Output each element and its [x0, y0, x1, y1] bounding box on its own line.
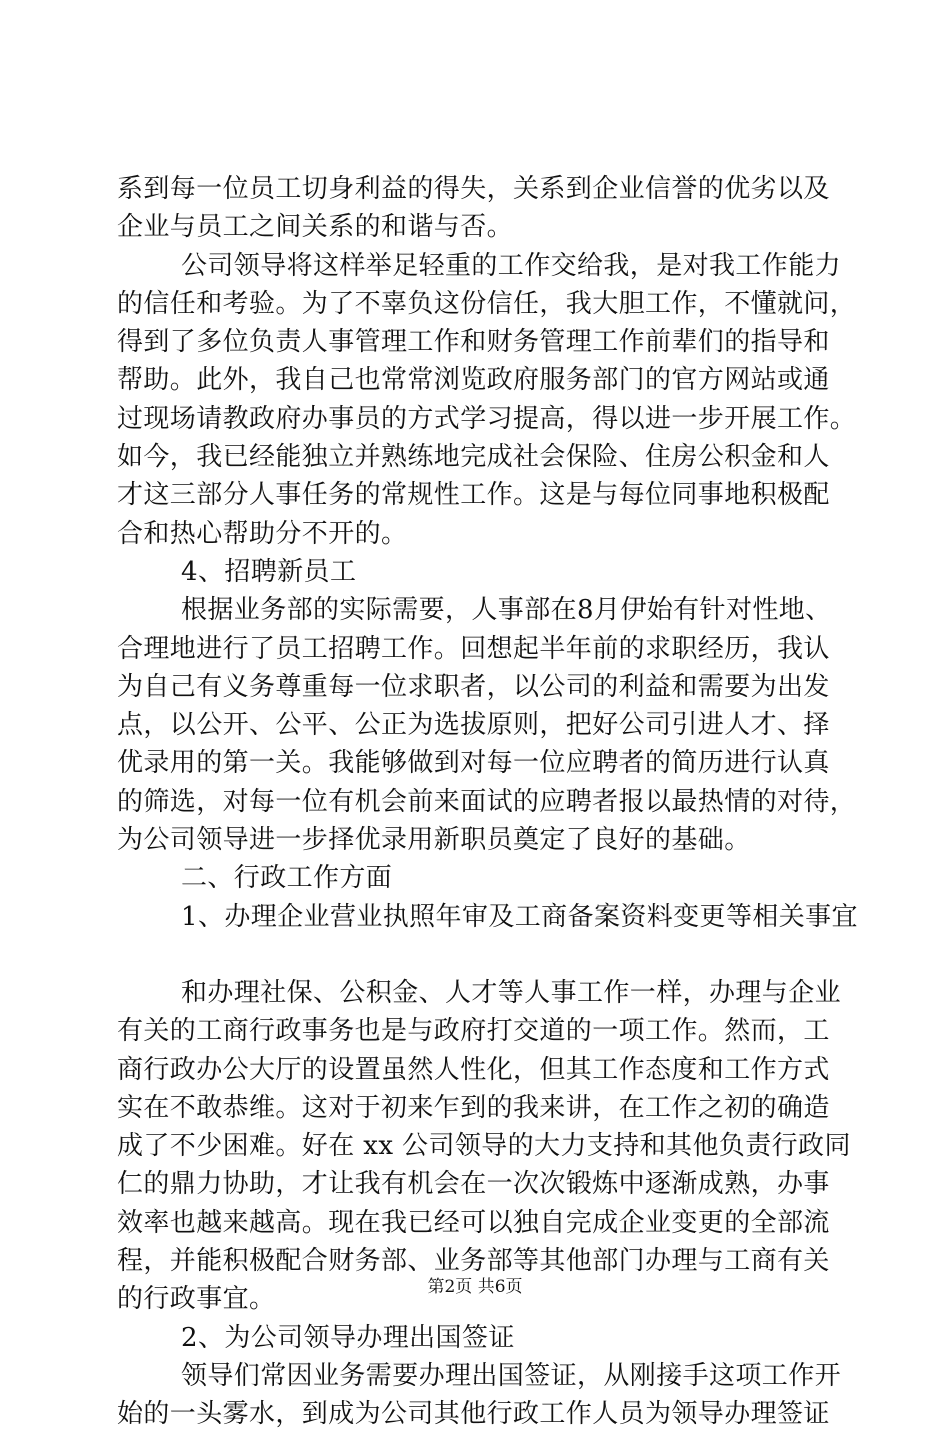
- text-block-before-gap: [117, 170, 858, 936]
- text-line: 4、招聘新员工: [181, 556, 357, 587]
- text-line: 商行政办公大厅的设置虽然人性化，但其工作态度和工作方式: [117, 1054, 830, 1085]
- text-line: 根据业务部的实际需要，人事部在8月伊始有针对性地、: [181, 595, 832, 626]
- text-line: 1、办理企业营业执照年审及工商备案资料变更等相关事宜: [181, 901, 858, 932]
- text-line: 二、行政工作方面: [181, 863, 393, 894]
- text-line: 的行政事宜。: [117, 1284, 276, 1315]
- text-line: 仁的鼎力协助，才让我有机会在一次次锻炼中逐渐成熟，办事: [117, 1169, 830, 1200]
- text-line: 帮助。此外，我自己也常常浏览政府服务部门的官方网站或通: [117, 365, 830, 396]
- text-line: 2、为公司领导办理出国签证: [181, 1322, 515, 1353]
- text-line: 始的一头雾水，到成为公司其他行政工作人员为领导办理签证: [117, 1399, 830, 1430]
- text-line: 成了不少困难。好在 xx 公司领导的大力支持和其他负责行政同: [117, 1131, 851, 1162]
- text-line: 得到了多位负责人事管理工作和财务管理工作前辈们的指导和: [117, 327, 830, 358]
- text-line: 如今，我已经能独立并熟练地完成社会保险、住房公积金和人: [117, 442, 830, 473]
- text-line: 的信任和考验。为了不辜负这份信任，我大胆工作，不懂就问，: [117, 288, 857, 319]
- text-line: 和办理社保、公积金、人才等人事工作一样，办理与企业: [181, 977, 842, 1008]
- text-line: 的筛选，对每一位有机会前来面试的应聘者报以最热情的对待，: [117, 786, 857, 817]
- text-line: 实在不敢恭维。这对于初来乍到的我来讲，在工作之初的确造: [117, 1092, 830, 1123]
- text-line: 公司领导将这样举足轻重的工作交给我，是对我工作能力: [181, 250, 842, 281]
- text-line: 才这三部分人事任务的常规性工作。这是与每位同事地积极配: [117, 480, 830, 511]
- text-line: 为自己有义务尊重每一位求职者，以公司的利益和需要为出发: [117, 671, 830, 702]
- text-line: 过现场请教政府办事员的方式学习提高，得以进一步开展工作。: [117, 403, 857, 434]
- text-line: 效率也越来越高。现在我已经可以独自完成企业变更的全部流: [117, 1207, 830, 1238]
- text-line: 合和热心帮助分不开的。: [117, 518, 408, 549]
- text-line: 程，并能积极配合财务部、业务部等其他部门办理与工商有关: [117, 1246, 830, 1277]
- text-line: 企业与员工之间关系的和谐与否。: [117, 212, 514, 243]
- text-line: 优录用的第一关。我能够做到对每一位应聘者的简历进行认真: [117, 748, 830, 779]
- text-line: 合理地进行了员工招聘工作。回想起半年前的求职经历，我认: [117, 633, 830, 664]
- text-line: 领导们常因业务需要办理出国签证，从刚接手这项工作开: [181, 1360, 842, 1391]
- page-footer: 第2页 共6页: [427, 1277, 523, 1297]
- text-block-after-gap: [117, 974, 851, 1434]
- text-line: 有关的工商行政事务也是与政府打交道的一项工作。然而，工: [117, 1016, 830, 1047]
- text-line: 为公司领导进一步择优录用新职员奠定了良好的基础。: [117, 825, 751, 856]
- paragraph-gap: [117, 936, 837, 974]
- text-line: 点，以公开、公平、公正为选拔原则，把好公司引进人才、择: [117, 710, 830, 741]
- document-body: [117, 170, 858, 1434]
- text-line: 系到每一位员工切身利益的得失，关系到企业信誉的优劣以及: [117, 174, 830, 204]
